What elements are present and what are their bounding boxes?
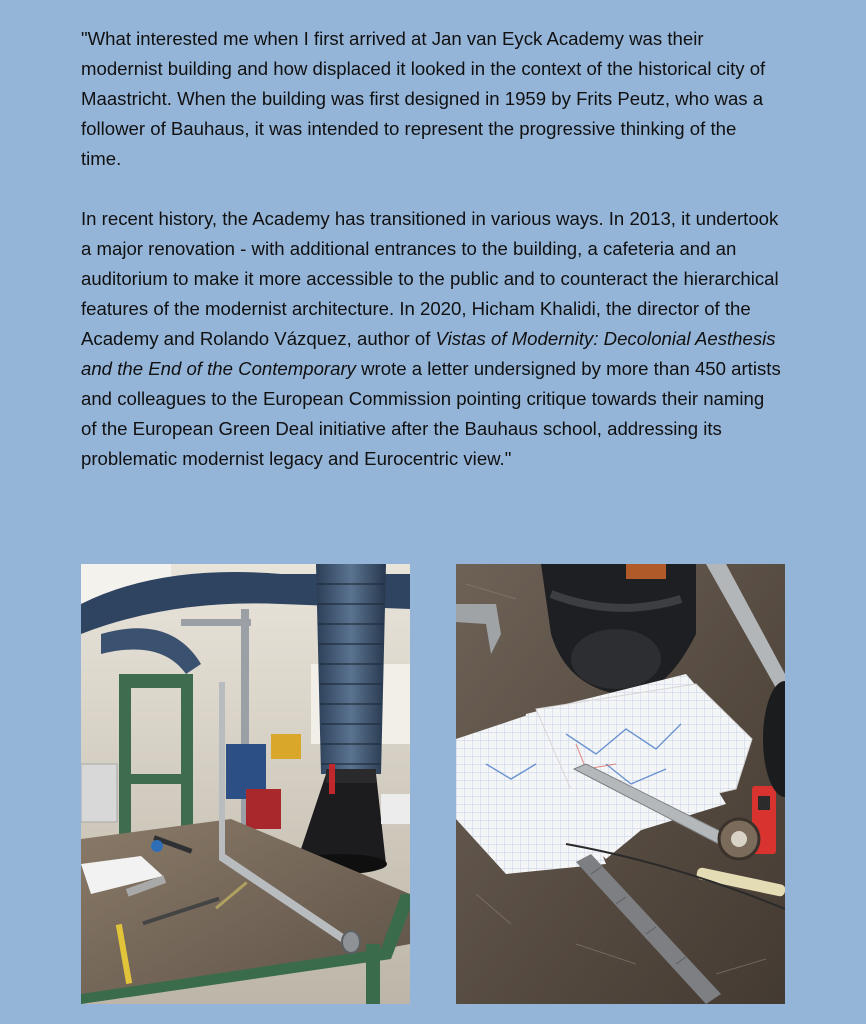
article-text (81, 24, 781, 474)
drawings-photo (456, 564, 785, 1004)
drawings-image (456, 564, 785, 1004)
paragraph-1: "What interested me when I first arrived at Jan van Eyck Academy was their modernist building and how displaced it looked in the context of the historical city of Maastricht. When the building was first designed in 1959 by Frits Peutz, who was a follower of Bauhaus, it was intended to represent the progressive thinking of the time. (81, 28, 766, 169)
workshop-image (81, 564, 410, 1004)
book-title: Vistas of Modernity: Decolonial Aesthesis and the End of the Contemporary (81, 328, 776, 379)
workshop-photo (81, 564, 410, 1004)
paragraph-2-text-end: wrote a letter undersigned by more than 450 artists and colleagues to the European Commission pointing critique towards their naming of the European Green Deal initiative after the Bauhaus school, addressing its problematic modernist legacy and Eurocentric view." (81, 358, 781, 469)
paragraph-2-text: In recent history, the Academy has transitioned in various ways. In 2013, it undertook a major renovation - with additional entrances to the building, a cafeteria and an auditorium to make it more accessible to the public and to counteract the hierarchical features of the modernist architecture. In 2020, Hicham Khalidi, the director of the Academy and Rolando Vázquez, author of (81, 208, 779, 349)
paragraph-2 (81, 204, 781, 474)
